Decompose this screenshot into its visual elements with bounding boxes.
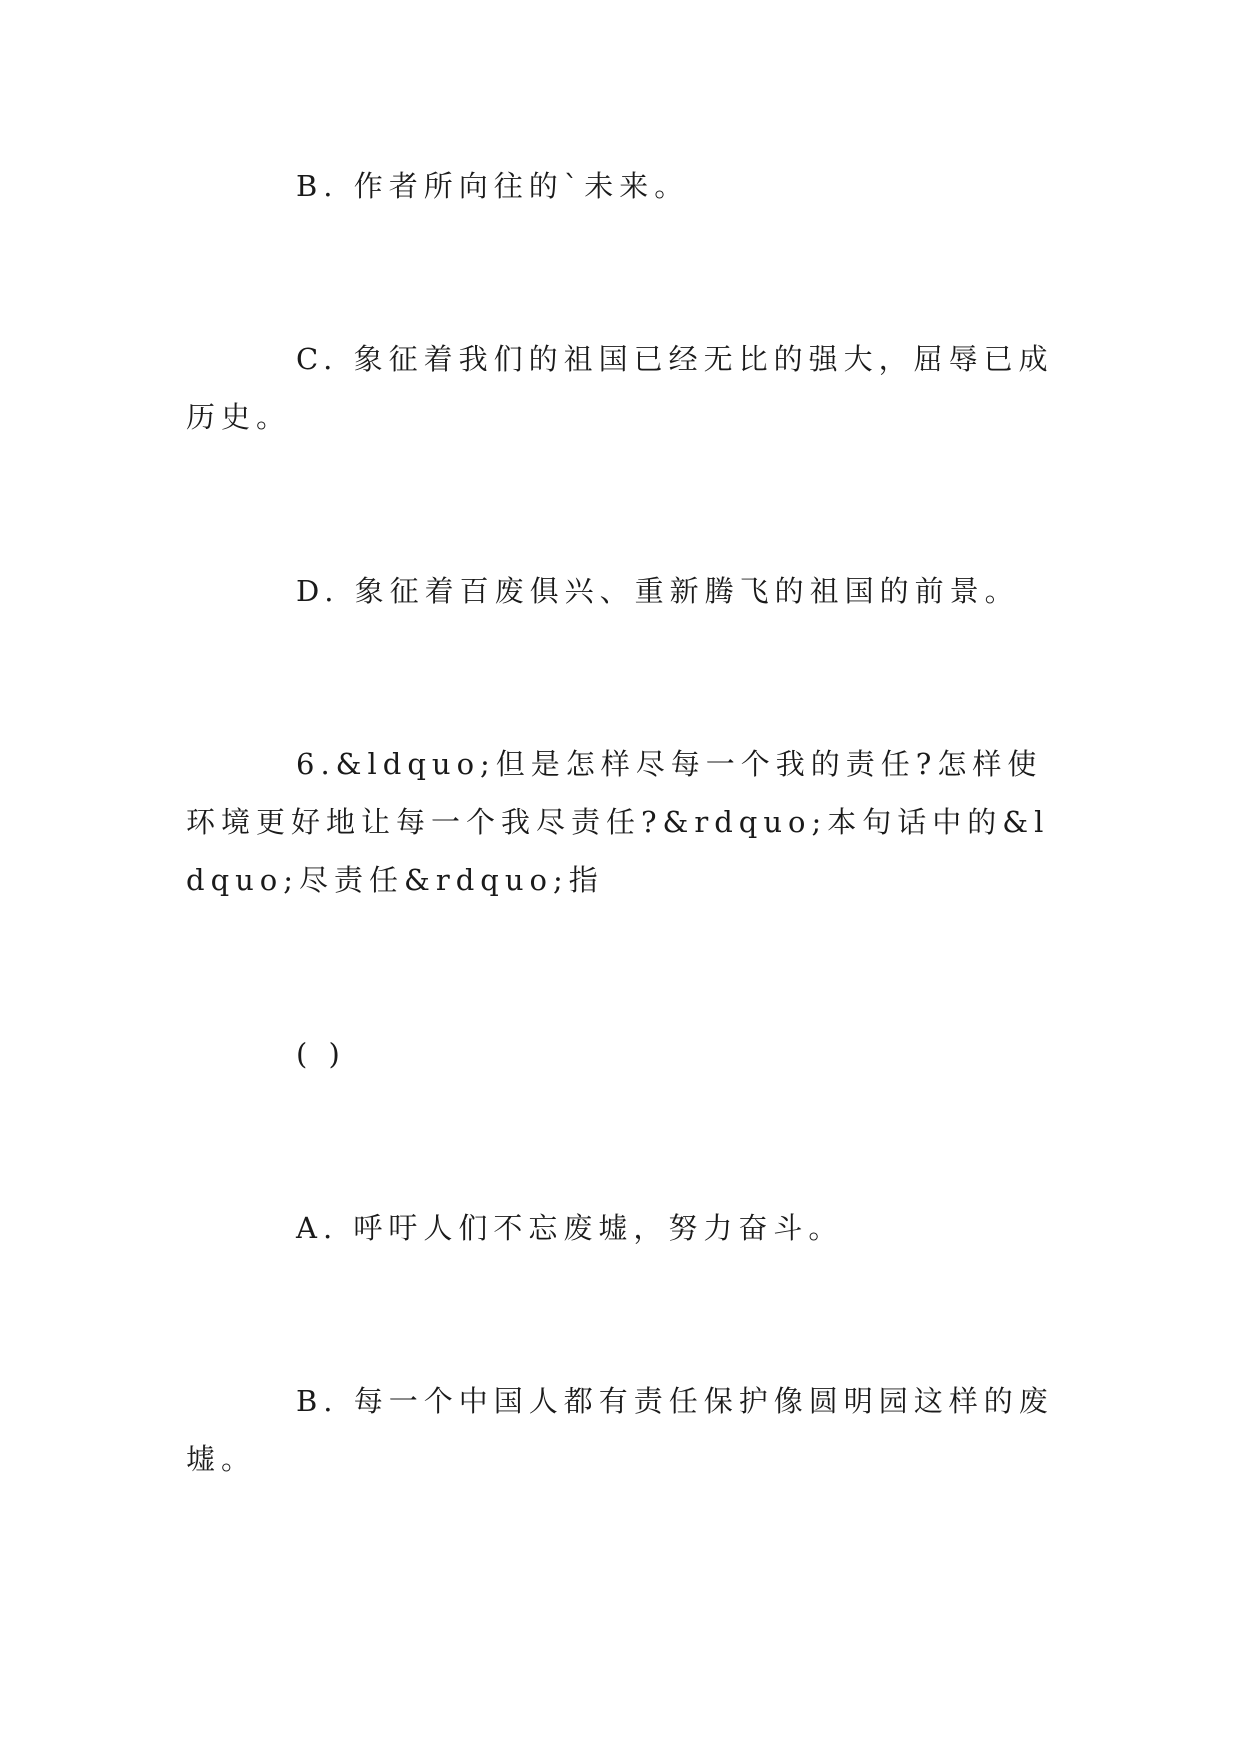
option-c-paragraph: C. 象征着我们的祖国已经无比的强大，屈辱已成历史。 — [186, 342, 1054, 434]
option-a-paragraph: A. 呼吁人们不忘废墟，努力奋斗。 — [296, 1211, 844, 1245]
answer-blank-paragraph: ( ) — [296, 1037, 346, 1071]
question-6-paragraph: 6.&ldquo;但是怎样尽每一个我的责任?怎样使环境更好地让每一个我尽责任?&rdquo;本句话中的&ldquo;尽责任&rdquo;指 — [186, 747, 1050, 897]
option-b-paragraph-2: B. 每一个中国人都有责任保护像圆明园这样的废墟。 — [186, 1384, 1054, 1476]
option-d-paragraph: D. 象征着百废俱兴、重新腾飞的祖国的前景。 — [296, 574, 1020, 608]
option-b-paragraph: B. 作者所向往的`未来。 — [296, 169, 690, 203]
